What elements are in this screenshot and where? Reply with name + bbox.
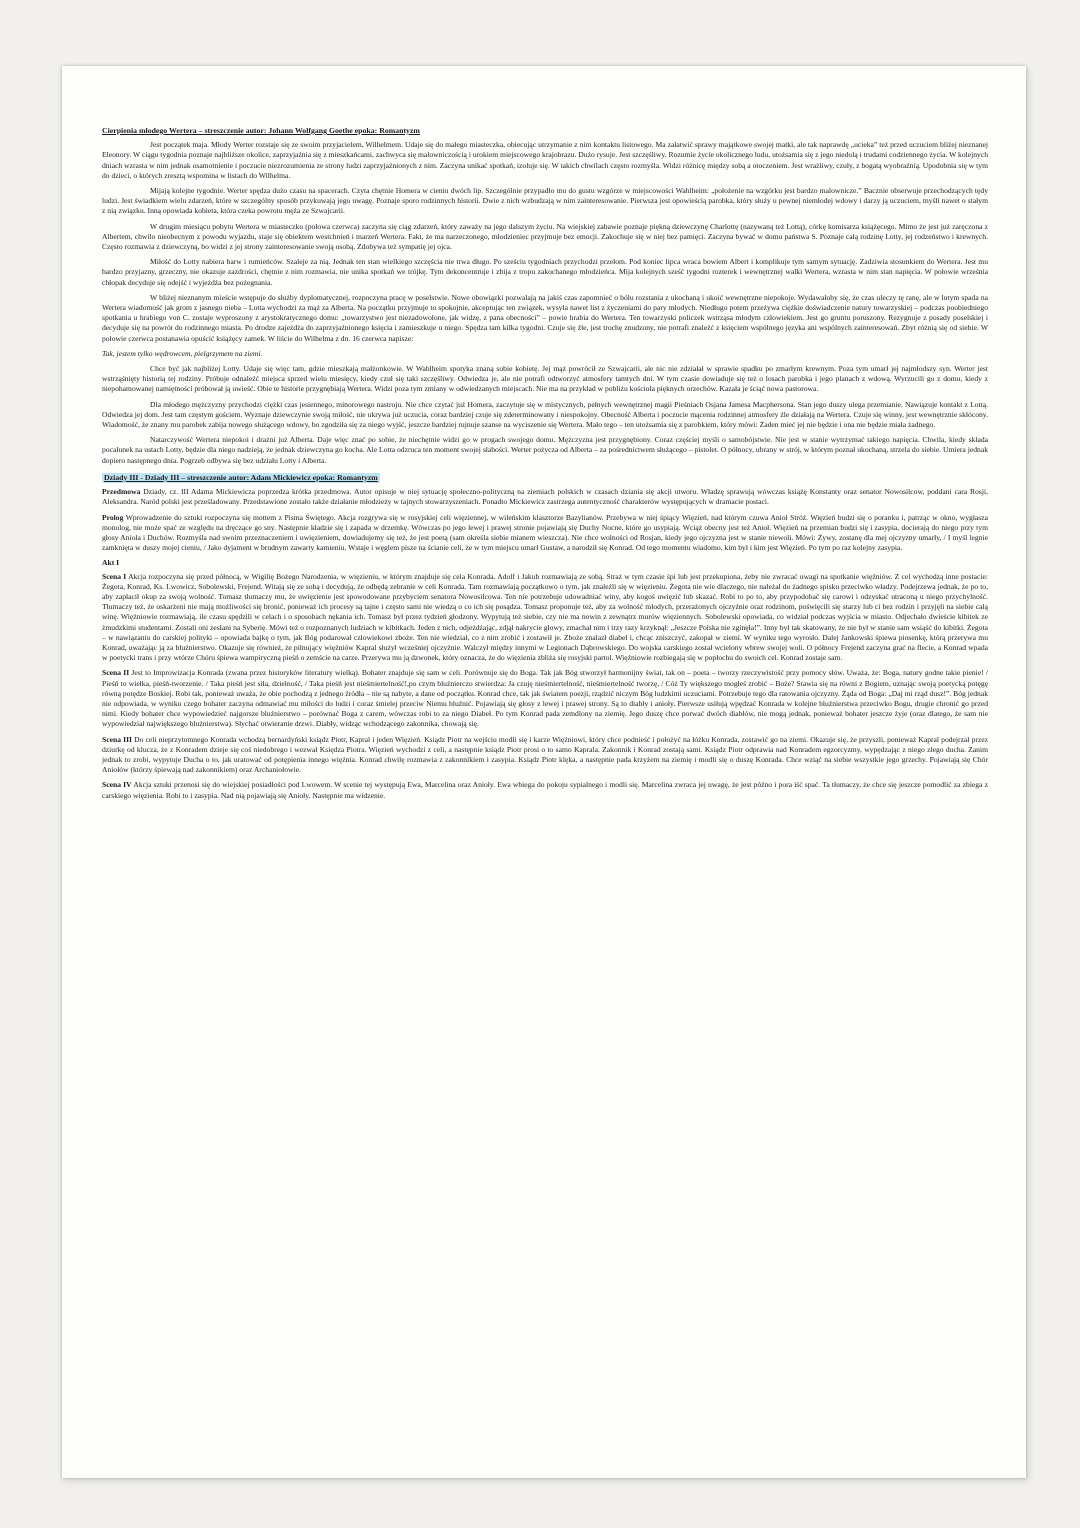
paper-sheet [62, 66, 1026, 1478]
scene-1-text: Akcja rozpoczyna się przed północą, w Wigilię Bożego Narodzenia, w więzieniu, w którym znajduje się cela Konrada. Adolf i Jakub rozmawiają ze sobą. Straż w tym czasie śpi lub jest przekupiona, żeby nie zwracać uwagi na spotkanie więźniów. Z cel wychodzą inne postacie: Żegota, Konrad, Ks. Lwowicz, Sobolewski, Frejend. Witają się ze sobą i decydują, że odbędą zebranie w celi Konrada. Tam rozmawiają początkowo o tym, jak znaleźli się w więzieniu. Żegota nie wie dlaczego, nie należał do żadnego spisku przeciwko władzy. Podejrzewa jednak, że po to, aby zapłacił okup za swoją wolność. Tomasz tłumaczy mu, że uwięzienie jest spowodowane przybyciem senatora Nowosilcowa. Ten nie potrzebuje udowadniać winy, aby kogoś uwięzić lub skazać. Robi to po to, aby przypodobać się carowi i odzyskać utraconą u niego przychylność. Tłumaczy też, że oskarżeni nie mają możliwości się bronić, ponieważ ich procesy są tajne i często sami nie wiedzą o co ich się posądza. Tomasz proponuje też, aby za wolność młodych, przerażonych ojczyźnie oraz rodzinom, poświęcili się starzy lub ci bez rodzin i przyjęli na siebie całą winę. Więźniowie rozmawiają, ile czasu spędzili w celach i o sposobach nękania ich. Tomasz był przez tydzień głodzony. Wypytują też siebie, czy nie ma nowin z zewnątrz murów więziennych. Sobolewski opowiada, co widział podczas wyjścia w miasto. Odjechało dwieście kibitek ze żmudzkimi studentami. Zostali oni zesłani na Syberię. Mówi też o rozpoznanych ludziach w kibitkach. Jeden z nich, odjeżdżając, zdjął nakrycie głowy, zmachał nim i trzy razy krzyknął: „Jeszcze Polska nie zginęła!”. Inny był tak skatowany, że nie był w stanie sam wsiąść do kibitki. Żegota – w nawiązaniu do carskiej polityki – opowiada bajkę o tym, jak Bóg podarował człowiekowi zboże. Ten nie wiedział, co z nim zrobić i zostawił je. Zboże znalazł diabeł i, chcąc zniszczyć, zakopał w ziemi. W wyniku tego wyrosło. Dalej Jankowski śpiewa piosenkę, którą przerywa mu Konrad, uważając ją za bluźnierstwo. Okazuje się również, że pilnujący więźniów Kapral służył wcześniej ojczyźnie. Walczył między innymi w Legionach Dąbrowskiego. Do wojska carskiego został wcielony wbrew swojej woli. O północy Frejend zaczyna grać na flecie, a Konrad wpada w poetycki trans i przy wtórze Chóru śpiewa wampiryczną pieśń o zemście na carze. Przerywa mu ją dzwonek, który oznacza, że do więzienia zbliża się rosyjski partol. Więźniowie rozbiegają się w popłochu do swoich cel. Konrad zostaje sam. [102, 571, 989, 663]
scene-4-text: Akcja sztuki przenosi się do wiejskiej posiadłości pod Lwowem. W scenie tej występują Ewa, Marcelina oraz Anioły. Ewa wbiega do pokoju sypialnego i modli się. Marcelina zwraca jej uwagę, że jest późno i pora iść spać. Ta tłumaczy, że chce się jeszcze pomodlić za zbiega z carskiego więzienia. Robi to i zasypia. Nad nią pojawiają się Anioły. Następnie ma widzenie. [102, 780, 988, 800]
werther-quote: Tak, jestem tylko wędrowcem, pielgrzymem na ziemi. [102, 348, 263, 358]
scene-2-text: Jest to Improwizacja Konrada (zwana przez historyków literatury wielką). Bohater znajduje się sam w celi. Porównuje się do Boga. Tak jak Bóg stworzył harmonijny świat, tak on – poeta – tworzy rzeczywistość przy pomocy słów. Uważa, że: Boga, natury godne takie pienie! / Pieśń to wielka, pieśń-tworzenie. / Taka pieśń jest siła, dzielność, / Taka pieśń jest nieśmiertelność!,po czym bluźnierczo stwierdza: Ja czuję nieśmiertelność, nieśmiertelność tworzę, / Cóż Ty większego mogłeś zrobić – Boże? Stawia się na równi z Bogiem, uznając swoją poetycką potęgę równą potędze Boskiej. Robi tak, ponieważ uważa, że obie pochodzą z jednego źródła – nie są nabyte, a dane od początku. Konrad chce, tak jak światem poezji, rządzić niczym Bóg ludzkimi uczuciami. Potrzebuje tego dla ratowania ojczyzny. Żąda od Boga: „Daj mi rząd dusz!”. Bóg jednak nie odpowiada, w wyniku czego bohater zaczyna odmawiać mu miłości do ludzi i coraz śmielej przeciw Niemu bluźnić. Pojawiają się głosy z lewej i prawej strony. Są to diabły i anioły. Pierwsze usiłują wpędzać Konrada w kolejne bluźnierstwa przeciwko Bogu, drugie chronić go przed nimi. Kiedy bohater chce wypowiedzieć najgorsze bluźnierstwo – porównać Boga z carem, wówczas robi to za niego Diabeł. Po tym Konrad pada zemdlony na ziemię. Jego duszę chce porwać dwóch diabłów, nie mogą jednak, ponieważ bohater jeszcze żyje (oraz dlatego, że sam nie wypowiedział największego bluźnierstwa). Słychać otwieranie drzwi. Diabły, widząc wchodzącego zakonnika, chowają się. [102, 668, 989, 729]
scene-3-text: Do celi nieprzytomnego Konrada wchodzą bernardyński ksiądz Piotr, Kapral i jeden Więzień. Ksiądz Piotr na wejściu modli się i karze Więźniowi, który chce podnieść i położyć na łóżku Konrada, zostawić go na ziemi. Okazuje się, że przyszli, ponieważ Kapral podejrzał przez dziurkę od klucza, że z Konradem dzieje się coś niedobrego i wezwał Księdza Piotra. Więzień wychodzi z celi, a następnie ksiądz Piotr prosi o to samo Kaprala. Zakonnik i Konrad zostają sami. Ksiądz Piotr odprawia nad Konradem egzorcyzmy, wypędzając z niego złego ducha. Zanim jednak to zrobi, wypytuje Ducha o to, jak uratować od potępienia innego więźnia. Konrad chwilę rozmawia z zakonnikiem i zasypia. Ksiądz Piotr klęka, a następnie pada krzyżem na ziemię i modli się o duszę Konrada. Chce wziąć na siebie wszystkie jego grzechy. Pojawiają się Chór Aniołów (którzy śpiewają nad zakonnikiem) oraz Archaniołowie. [102, 734, 989, 775]
dziady-prolog [102, 513, 988, 554]
werther-paragraph-4: Miłość do Lotty nabiera barw i rumieńców. Szaleje za nią. Jednak ten stan wielkiego szczęścia nie trwa długo. Po sześciu tygodniach przychodzi przełom. Pod koniec lipca wraca bowiem Albert i komplikuje tym samym sytuację. Zadziwia stosunkiem do Wertera. Jest mu bardzo przyjazny, grzeczny, nie okazuje zazdrości, chętnie z nim rozmawia, nie unika spotkań we trójkę. Tym dekoncentruje i zbija z tropu zakochanego młodzieńca. Mija kolejnych sześć tygodni rozterek i wewnętrznej walki Wertera, wzrasta w nim stan napięcia. W połowie września chłopak decyduje się odejść i wyjeżdża bez pożegnania. [102, 257, 988, 287]
werther-paragraph-6: Chce być jak najbliżej Lotty. Udaje się więc tam, gdzie mieszkają małżonkowie. W Wahlheim spotyka znaną sobie kobietę. Jej mąż powrócił ze Szwajcarii, ale nic nie zdziałał w sprawie spadku po zmarłym krewnym. Poza tym umarł jej najmłodszy syn. Werter jest wstrząśnięty historią tej rodziny. Próbuje odnaleźć miejsca sprzed wielu miesięcy, kiedy czuł się taki szczęśliwy. Odwiedza je, ale nie potrafi odtworzyć atmosfery tamtych dni. W tym czasie dowiaduje się też o losach parobka i jego planach z wdową. Wyrzucili go z domu, kiedy z niepohamowanej namiętności próbował ją uwieść. Obie te historie przygnębiają Wertera. Widzi poza tym zmiany w odwiedzanych miejscach. Nie ma na przykład w pobliżu kościoła pięknych orzechów. Kazała je ściąć nowa pastorowa. [102, 364, 988, 394]
scene-1 [102, 572, 988, 664]
werther-paragraph-3: W drugim miesiącu pobytu Wertera w miasteczku (połowa czerwca) zaczyna się ciąg zdarzeń, który zaważy na jego dalszym życiu. Na wiejskiej zabawie poznaje piękną dziewczynę Charlottę (nazywaną też Lottą), córkę komisarza książęcego. Mimo że jest już zaręczona z Albertem, chwilo nieobecnym z powodu wyjazdu, staje się obiektem westchnień i marzeń Wertera. Fakt, że ma narzeczonego, młodzieniec przyjmuje bez emocji. Zakochuje się w niej bez pamięci. Zaczyna bywać w domu państwa S. Poznaje całą rodzinę Lotty, jej rodzeństwo i krewnych. Często rozmawia z dziewczyną, bo widzi z jej strony zainteresowanie swoją osobą. Zdobywa też sympatię jej ojca. [102, 221, 988, 252]
scene-2-label: Scena II [102, 668, 130, 678]
werther-paragraph-5: W bliżej nieznanym mieście wstępuje do służby dyplomatycznej, rozpoczyna pracę w poselstwie. Nowe obowiązki pozwalają na jakiś czas zapomnieć o bólu rozstania z ukochaną i ukoić wewnętrzne niepokoje. Wydawałoby się, że czas uleczy tę ranę, ale w lutym spada na Wertera wiadomość jak grom z jasnego nieba – Lotta wychodzi za mąż za Alberta. Na początku przyjmuje to spokojnie, akceptując ten związek, wysyła nawet list z życzeniami do pary młodych. Niedługo potem przeżywa ciężkie doświadczenie natury towarzyskiej – podczas poobiedniego spotkania u hrabiego von C. zostaje wyproszony z arystokratycznego domu: „towarzystwo jest niezadowolone, jak widzę, z pana obecności” – powie hrabia do Wertera. Ten towarzyski policzek wstrząsa młodym człowiekiem. Jest go gruntu poruszony. Rezygnuje z posady poselskiej i decyduje się na powrót do rodzinnego miasta. Po drodze zajeżdża do zaprzyjaźnionego księcia i zamieszkuje u niego. Spędza tam kilka tygodni. Czuje się źle, jest trochę znudzony, nie potrafi znaleźć z księciem wspólnego języka ani wspólnych zainteresowań. Zbyt różnią się od siebie. W połowie czerwca postanawia opuścić książęcy zamek. W liście do Wilhelma z dn. 16 czerwca napisze: [102, 292, 988, 343]
scene-4-label: Scena IV [102, 780, 132, 790]
przedmowa-text: Dziady, cz. III Adama Mickiewicza poprzedza krótka przedmowa. Autor opisuje w niej sytuację społeczno-polityczną na ziemiach polskich w czasach dziania się akcji utworu. Władzę sprawują wówczas książę Konstanty oraz senator Nowosilcow, poddani cara Rosji, Aleksandra. Naród polski jest prześladowany. Przedstawione zostało także działanie młodzieży w tajnych stowarzyszeniach. Ponadto Mickiewicz zastrzega autentyczność charakterów występujących w dramacie postaci. [102, 487, 988, 507]
scene-3 [102, 735, 988, 776]
przedmowa-label: Przedmowa [102, 487, 141, 497]
werther-paragraph-1: Jest początek maja. Młody Werter rozstaje się ze swoim przyjacielem, Wilhelmem. Udaje się do małego miasteczka, obiecując utrzymanie z nim kontaktu listowego. Ma załatwić sprawy majątkowe swojej matki, ale tak naprawdę „ucieka” też przed uczuciem bliżej nieznanej Eleonory. W ciągu tygodnia poznaje najbliższe okolice, zaprzyjaźnia się z mieszkańcami, zachwyca się malowniczością i urokiem miejscowego krajobrazu. Dużo rysuje. Jest szczęśliwy. Rozumie życie okolicznego ludu, utożsamia się z jego niedolą i trudami codziennego życia. W kolejnych dniach wzrasta w nim jednak osamotnienie i poczucie niezrozumienia ze strony ludzi zaprzyjaźnionych z nim. Zaczyna unikać spotkań, izoluje się. W takich chwilach często rozmyśla. Widzi różnicę między sobą a otoczeniem. Jest wrażliwy, czuły, z bogatą wyobraźnią. Upodobnia się w tym do dzieci, o których zresztą wspomina w listach do Wilhelma. [102, 140, 988, 180]
document-body [102, 126, 988, 806]
act-label: Akt I [102, 558, 120, 568]
werther-paragraph-8: Natarczywość Wertera niepokoi i drażni już Alberta. Daje więc znać po sobie, że niechętnie widzi go w progach swojego domu. Mężczyzna jest przygnębiony. Coraz częściej myśli o samobójstwie. Nie jest w stanie wytrzymać takiego napięcia. Chwila, kiedy składa pocałunek na ustach Lotty, będzie dla niego nadzieją, że jednak dziewczyna go kocha. Ale Lotta odzruca ten moment swojej słabości. Werter pożycza od Alberta – za pośrednictwem służącego – pistolet. O północy, ubrany w strój, w którym poznał ukochaną, strzela do siebie. Umiera jednak dopiero następnego dnia. Pogrzeb odbywa się bez udziału Lotty i Alberta. [102, 435, 988, 465]
dziady-przedmowa [102, 487, 988, 507]
scene-1-label: Scena I [102, 571, 127, 581]
werther-heading: Cierpienia młodego Wertera – streszczenie autor: Johann Wolfgang Goethe epoka: Romantyzm [102, 126, 420, 135]
prolog-label: Prolog [102, 512, 124, 522]
prolog-text: Wprowadzenie do sztuki rozpoczyna się mottem z Pisma Świętego. Akcja rozgrywa się w rosyjskiej celi więziennej, w wileńskim klasztorze Bazylianów. Przebywa w niej śpiący Więzień, nad którym czuwa Anioł Stróż. Więzień budzi się o poranku i, patrząc w okno, wygłasza monolog, nie może spać ze względu na dręczące go sny. Następnie kładzie się i zapada w drzemkę. Wówczas po jego lewej i prawej stronie pojawiają się Duchy Nocne, które go usypiają. Wciąż obecny jest też Anioł. Więzień na przemian budzi się i zasypia, docierają do niego przy tym głosy Anioła i Duchów. Rozmyśla nad swoim przeznaczeniem i uwięzieniem, dowiadujemy się też, że jest poetą (sam określa siebie mianem wieszcza). Nie chce wolności od Rosjan, kiedy jego ojczyzna jest w stanie niewoli. Mówi: Żywy, zostanę dla mej ojczyzny umarły, / I myśl legnie zamknięta w duszy mojej cieniu, / Jako dyjament w brudnym zawarty kamieniu. Wstaje i węglem pisze na ścianie celi, że w tym miejscu umarł Gustaw, a narodził się Konrad. Od tego momentu wiadomo, kim był i kim jest Więzień. Po tym po raz kolejny zasypia. [102, 512, 988, 553]
werther-paragraph-7: Dla młodego mężczyzny przychodzi ciężki czas jesiennego, minorowego nastroju. Nie chce czytać już Homera, zaczytuje się w mistycznych, pełnych wewnętrznej magii Pieśniach Osjana Jamesa Macphersona. Stan jego duszy ulega przemianie. Nawiązuje kontakt z Lottą. Odwiedza jej dom. Jest tam częstym gościem. Wyznaje dziewczynie swoją miłość, nie ukrywa już uczucia, coraz bardziej czuje się zdeterminowany i niespokojny. Obecność Alberta i poczucie mącenia rodzinnej atmosfery źle działają na Wertera. Czuje się winny, jest wewnętrznie skłócony. Wiadomość, że znany mu parobek zabija nowego służącego wdowy, bo zgodziła się za niego wyjść, jeszcze bardziej rujnuje szanse na wyciszenie się Wertera. Mało tego – ten utożsamia się z parobkiem, który mówi: Żaden mieć jej nie będzie i ona nie będzie miała żadnego. [102, 399, 988, 430]
werther-paragraph-2: Mijają kolejne tygodnie. Werter spędza dużo czasu na spacerach. Czyta chętnie Homera w cieniu dwóch lip. Szczególnie przypadło mu do gustu wzgórze w miejscowości Wahlheim: „położenie na wzgórku jest bardzo malownicze.” Bacznie obserwuje przechodzących tędy ludzi. Jest świadkiem wielu zdarzeń, które w szczególny sposób przykuwają jego uwagę. Poznaje sporo rodzinnych historii. Dwie z nich wzbudzają w nim zainteresowanie. Pierwsza jest opowieścią parobka, który służy u pewnej niemłodej wdowy i darzy ją uczuciem, myśli nawet o stałym z nią związku. Inną opowiada kobieta, która czeka powrotu męża ze Szwajcarii. [102, 186, 988, 216]
scene-4 [102, 780, 988, 800]
scene-2 [102, 668, 988, 729]
scene-3-label: Scena III [102, 734, 133, 744]
dziady-heading: Dziady III - Dziady III – streszczenie autor: Adam Mickiewicz epoka: Romantyzm [104, 472, 378, 482]
